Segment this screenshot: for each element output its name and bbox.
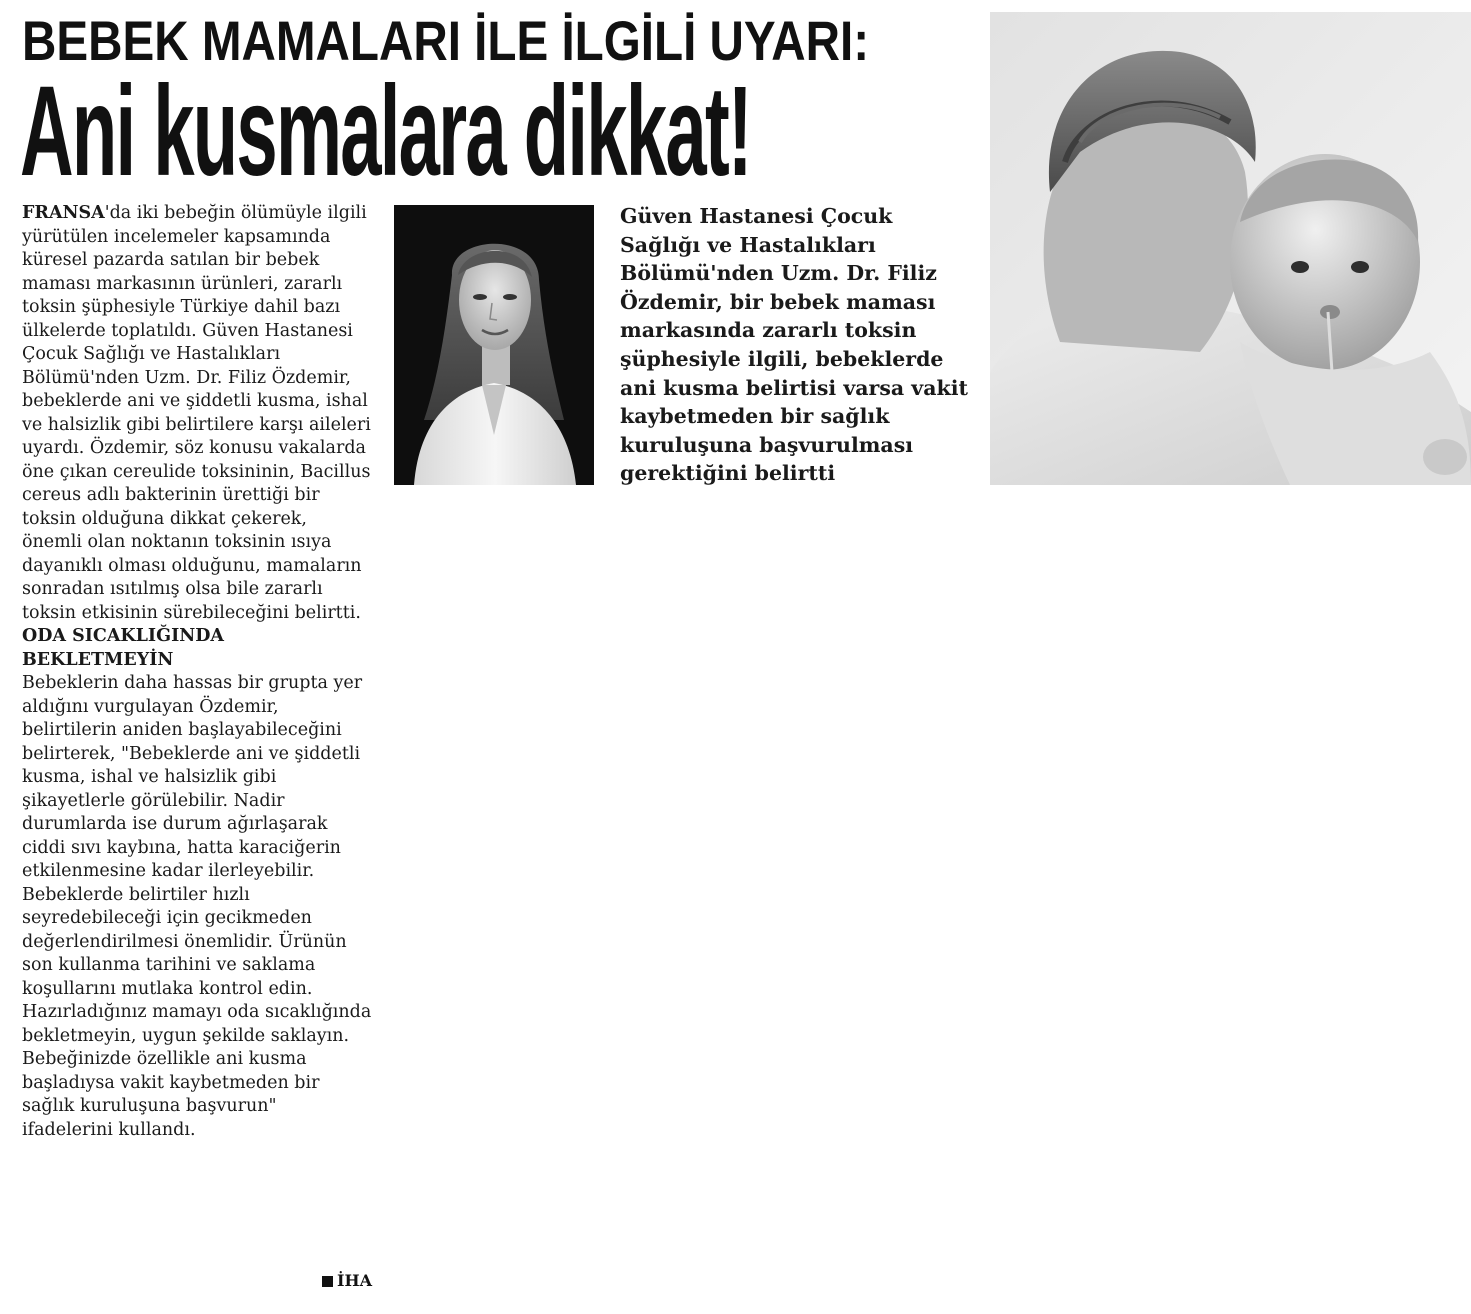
square-bullet-icon — [322, 1276, 333, 1287]
agency-credit — [322, 1270, 372, 1292]
article-headline: Ani kusmalara dikkat! — [20, 60, 751, 203]
doctor-portrait-image — [394, 205, 594, 485]
article-body — [22, 202, 372, 1142]
agency-name: İHA — [337, 1271, 373, 1290]
pullquote: Güven Hastanesi Çocuk Sağlığı ve Hastalıkları Bölümü'nden Uzm. Dr. Filiz Özdemir, bir bebek maması markasında zararlı toksin şüphesiyle ilgili, bebeklerde ani kusma belirtisi varsa vakit kaybetmeden bir sağlık kuruluşuna başvurulması gerektiğini belirtti — [620, 204, 968, 486]
father-baby-photo — [990, 12, 1471, 485]
article-subhead: ODA SICAKLIĞINDA BEKLETMEYİN — [22, 626, 225, 670]
paragraph-1 — [22, 202, 372, 625]
paragraph-1-text: 'da iki bebeğin ölümüyle ilgili yürütülen incelemeler kapsamında küresel pazarda satılan bir bebek maması markasının ürünleri, zararlı toksin şüphesiyle Türkiye dahil bazı ülkelerde toplatıldı. Güven Hastanesi Çocuk Sağlığı ve Hastalıkları Bölümü'nden Uzm. Dr. Filiz Özdemir, bebeklerde ani ve şiddetli kusma, ishal ve halsizlik gibi belirtilere karşı aileleri uyardı. Özdemir, söz konusu vakalarda öne çıkan cereulide toksininin, Bacillus cereus adlı bakterinin ürettiği bir toksin olduğuna dikkat çekerek, önemli olan noktanın toksinin ısıya dayanıklı olması olduğunu, mamaların sonradan ısıtılmış olsa bile zararlı toksin etkisinin sürebileceğini belirtti. — [22, 203, 371, 623]
photo-illustration — [990, 12, 1471, 485]
paragraph-2: Bebeklerin daha hassas bir grupta yer aldığını vurgulayan Özdemir, belirtilerin aniden başlayabileceğini belirterek, "Bebeklerde ani ve şiddetli kusma, ishal ve halsizlik gibi şikayetlerle görülebilir. Nadir durumlarda ise durum ağırlaşarak ciddi sıvı kaybına, hatta karaciğerin etkilenmesine kadar ilerleyebilir. Bebeklerde belirtiler hızlı seyredebileceği için gecikmeden değerlendirilmesi önemlidir. Ürünün son kullanma tarihini ve saklama koşullarını mutlaka kontrol edin. Hazırladığınız mamayı oda sıcaklığında bekletmeyin, uygun şekilde saklayın. Bebeğinizde özellikle ani kusma başladıysa vakit kaybetmeden bir sağlık kuruluşuna başvurun" ifadelerini kullandı. — [22, 673, 372, 1140]
lead-word: FRANSA — [22, 203, 105, 223]
portrait-illustration — [394, 205, 594, 485]
article-kicker: BEBEK MAMALARI İLE İLGİLİ UYARI: — [22, 9, 870, 72]
